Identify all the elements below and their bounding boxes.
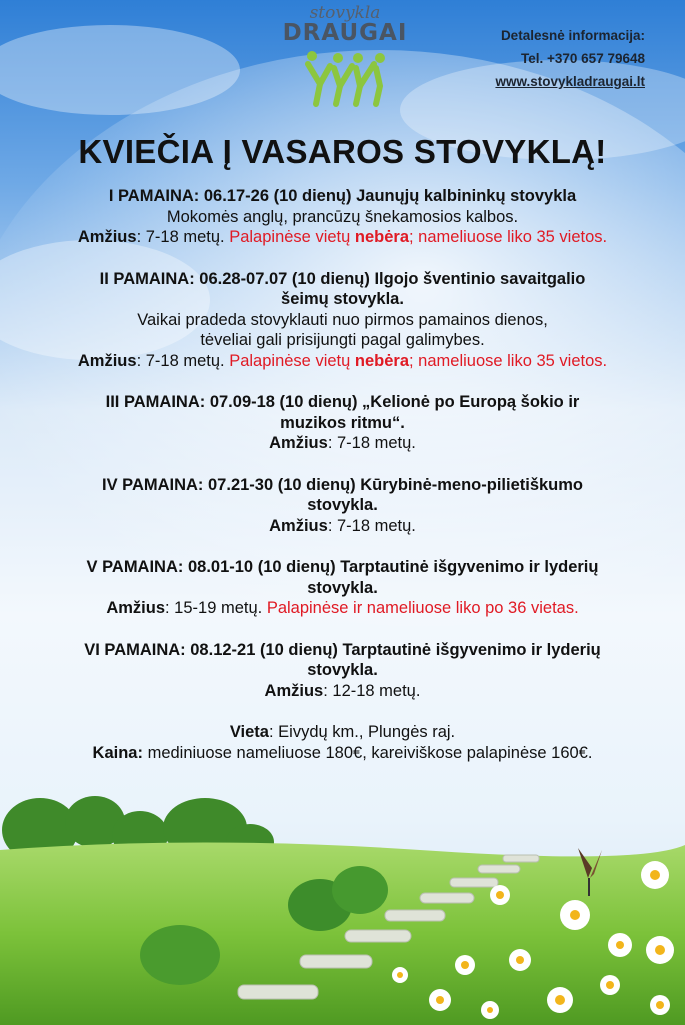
shift-age-line bbox=[10, 598, 675, 619]
availability-post: ; nameliuose liko 35 vietos. bbox=[409, 228, 608, 246]
contact-heading: Detalesnė informacija: bbox=[500, 28, 645, 43]
age-label: Amžius bbox=[264, 681, 324, 700]
price-label: Kaina: bbox=[92, 743, 143, 762]
availability-post: ; nameliuose liko 35 vietos. bbox=[409, 351, 608, 370]
shift-age-line bbox=[10, 516, 675, 537]
contact-website-link[interactable]: www.stovykladraugai.lt bbox=[495, 74, 645, 89]
shift-3 bbox=[10, 392, 675, 454]
age-label: Amžius bbox=[77, 228, 137, 246]
age-label: Amžius bbox=[269, 516, 328, 535]
logo bbox=[280, 4, 410, 120]
availability-pre: Palapinėse vietų bbox=[224, 351, 355, 370]
camp-details bbox=[10, 722, 675, 763]
age-value: : 7-18 metų. bbox=[327, 516, 416, 535]
shift-title-cont: stovykla. bbox=[307, 578, 378, 597]
price-line bbox=[10, 743, 675, 764]
shift-title-cont: šeimų stovykla. bbox=[281, 290, 404, 308]
price-value: mediniuose nameliuose 180€, kareiviškose palapinėse 160€. bbox=[142, 743, 593, 762]
age-label: Amžius bbox=[106, 599, 165, 617]
shift-title: II PAMAINA: 06.28-07.07 (10 dienų) Ilgojo šventinio savaitgalio bbox=[99, 269, 586, 288]
age-value: : 15-19 metų. bbox=[165, 599, 263, 617]
location-line bbox=[10, 722, 675, 743]
shift-list bbox=[10, 186, 675, 763]
shift-title: I PAMAINA: 06.17-26 (10 dienų) Jaunųjų kalbininkų stovykla bbox=[108, 187, 577, 205]
dancing-people-icon bbox=[300, 46, 390, 108]
shift-4 bbox=[10, 475, 675, 537]
location-value: : Eivydų km., Plungės raj. bbox=[268, 723, 456, 741]
availability-text: Palapinėse ir nameliuose liko po 36 vietas. bbox=[262, 599, 579, 617]
availability-none: nebėra bbox=[354, 228, 409, 246]
age-value: : 7-18 metų. bbox=[136, 351, 225, 370]
shift-age-line bbox=[10, 433, 675, 454]
shift-title: III PAMAINA: 07.09-18 (10 dienų) „Kelionė po Europą šokio ir bbox=[105, 393, 580, 411]
shift-6 bbox=[10, 640, 675, 702]
age-value: : 7-18 metų. bbox=[136, 228, 225, 246]
age-value: : 7-18 metų. bbox=[327, 434, 416, 452]
shift-title-cont: stovykla. bbox=[307, 496, 378, 514]
shift-description: Mokomės anglų, prancūzų šnekamosios kalbos. bbox=[166, 207, 519, 226]
availability-pre: Palapinėse vietų bbox=[224, 228, 355, 246]
logo-brand-text: DRAUGAI bbox=[282, 20, 408, 46]
shift-5 bbox=[10, 557, 675, 619]
contact-phone[interactable]: Tel. +370 657 79648 bbox=[521, 51, 645, 66]
age-label: Amžius bbox=[77, 351, 137, 370]
shift-title-cont: muzikos ritmu“. bbox=[280, 413, 405, 432]
age-label: Amžius bbox=[269, 434, 328, 452]
shift-title: IV PAMAINA: 07.21-30 (10 dienų) Kūrybinė-meno-pilietiškumo bbox=[101, 475, 584, 494]
shift-age-line bbox=[10, 227, 675, 248]
shift-description-cont: tėveliai gali prisijungti pagal galimybes. bbox=[200, 331, 485, 349]
shift-description: Vaikai pradeda stovyklauti nuo pirmos pamainos dienos, bbox=[137, 310, 548, 329]
shift-1 bbox=[10, 186, 675, 248]
availability-none: nebėra bbox=[354, 351, 409, 370]
contact-info bbox=[495, 24, 645, 93]
logo-script-text: stovykla bbox=[309, 3, 381, 23]
age-value: : 12-18 metų. bbox=[323, 681, 421, 700]
shift-2 bbox=[10, 269, 675, 372]
page-title: KVIEČIA Į VASAROS STOVYKLĄ! bbox=[78, 133, 607, 170]
location-label: Vieta bbox=[229, 723, 269, 741]
shift-title-cont: stovykla. bbox=[307, 661, 378, 679]
shift-age-line bbox=[10, 681, 675, 702]
shift-title: V PAMAINA: 08.01-10 (10 dienų) Tarptautinė išgyvenimo ir lyderių bbox=[86, 558, 599, 576]
shift-age-line bbox=[10, 351, 675, 372]
shift-title: VI PAMAINA: 08.12-21 (10 dienų) Tarptautinė išgyvenimo ir lyderių bbox=[84, 640, 601, 659]
